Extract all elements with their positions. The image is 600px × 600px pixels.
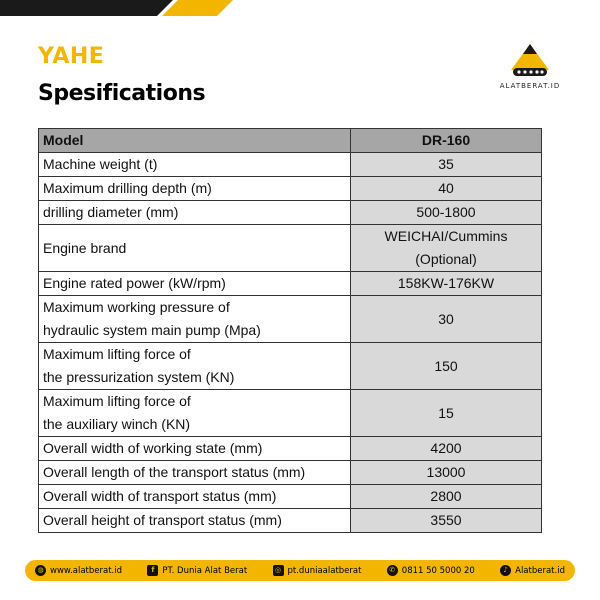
spec-value-line: 158KW-176KW (397, 275, 495, 291)
table-row (39, 225, 542, 272)
spec-label-line: the auxiliary winch (KN) (43, 416, 191, 432)
spec-value (351, 461, 542, 485)
yellow-stripe (162, 0, 243, 16)
spec-label (39, 296, 351, 343)
spec-value (351, 485, 542, 509)
footer-contact-item[interactable] (273, 565, 362, 576)
footer-contact-item[interactable] (387, 565, 475, 576)
spec-label (39, 461, 351, 485)
spec-value-line: 500-1800 (416, 204, 476, 220)
spec-value-line: 3550 (430, 512, 462, 528)
spec-value-line: 40 (438, 180, 454, 196)
spec-label-line: Machine weight (t) (43, 156, 158, 172)
spec-label-line: Overall width of working state (mm) (43, 440, 263, 456)
page-title: Spesifications (38, 81, 206, 106)
table-row (39, 153, 542, 177)
spec-label-line: Maximum lifting force of (43, 393, 191, 409)
top-corner-decoration (0, 0, 600, 20)
spec-label (39, 153, 351, 177)
footer-contact-text: Alatberat.id (515, 565, 565, 576)
instagram-icon: ◎ (273, 565, 284, 576)
model-header: Model (39, 129, 351, 153)
spec-label-line: Overall width of transport status (mm) (43, 488, 277, 504)
table-row (39, 272, 542, 296)
spec-label (39, 177, 351, 201)
spec-label-line: Maximum working pressure of (43, 299, 230, 315)
footer-contact-item[interactable] (35, 565, 122, 576)
table-row (39, 509, 542, 533)
facebook-icon: f (147, 565, 158, 576)
excavator-track-icon (507, 42, 553, 80)
footer-contact-text: pt.duniaalatberat (287, 565, 362, 576)
globe-icon: ◍ (35, 565, 46, 576)
alatberat-logo (490, 40, 570, 96)
table-row (39, 461, 542, 485)
spec-label (39, 485, 351, 509)
spec-label-line: Maximum drilling depth (m) (43, 180, 212, 196)
spec-label-line: drilling diameter (mm) (43, 204, 179, 220)
spec-label-line: Overall height of transport status (mm) (43, 512, 282, 528)
table-header-row (39, 129, 542, 153)
spec-label (39, 343, 351, 390)
contact-footer (25, 560, 575, 581)
spec-value (351, 390, 542, 437)
tiktok-icon: ♪ (500, 565, 511, 576)
spec-value (351, 296, 542, 343)
table-row (39, 390, 542, 437)
footer-contact-text: PT. Dunia Alat Berat (162, 565, 248, 576)
spec-value (351, 437, 542, 461)
table-row (39, 437, 542, 461)
spec-value-line: 30 (438, 310, 454, 327)
spec-value (351, 225, 542, 272)
table-row (39, 177, 542, 201)
brand-name: YAHE (38, 44, 105, 69)
spec-value (351, 201, 542, 225)
spec-value (351, 177, 542, 201)
spec-label-line: Overall length of the transport status (mm) (43, 464, 306, 480)
spec-table (38, 128, 542, 533)
table-row (39, 201, 542, 225)
spec-label (39, 509, 351, 533)
spec-value (351, 343, 542, 390)
logo-text: ALATBERAT.ID (499, 82, 561, 90)
spec-value-line: 150 (434, 357, 458, 374)
table-row (39, 343, 542, 390)
spec-label-line: the pressurization system (KN) (43, 369, 235, 385)
spec-value (351, 153, 542, 177)
spec-label-line: Engine brand (43, 239, 127, 256)
spec-value (351, 272, 542, 296)
whatsapp-icon: ✆ (387, 565, 398, 576)
spec-value-line: 2800 (430, 488, 462, 504)
spec-label (39, 225, 351, 272)
spec-label-line: hydraulic system main pump (Mpa) (43, 322, 261, 338)
spec-value-line: 15 (438, 404, 454, 421)
spec-value-line: WEICHAI/Cummins (384, 228, 508, 244)
spec-value-line: (Optional) (415, 251, 477, 267)
dark-stripe (0, 0, 183, 16)
spec-label-line: Maximum lifting force of (43, 346, 191, 362)
spec-label (39, 390, 351, 437)
model-value-header: DR-160 (351, 129, 542, 153)
table-row (39, 296, 542, 343)
footer-contact-text: www.alatberat.id (50, 565, 123, 576)
table-row (39, 485, 542, 509)
spec-label-line: Engine rated power (kW/rpm) (43, 275, 226, 291)
footer-contact-item[interactable] (147, 565, 247, 576)
spec-value-line: 13000 (426, 464, 466, 480)
footer-contact-text: 0811 50 5000 20 (401, 565, 475, 576)
spec-label (39, 272, 351, 296)
spec-label (39, 437, 351, 461)
spec-label (39, 201, 351, 225)
spec-table-body (39, 153, 542, 533)
spec-value (351, 509, 542, 533)
spec-value-line: 35 (438, 156, 454, 172)
spec-value-line: 4200 (430, 440, 462, 456)
footer-contact-item[interactable] (500, 565, 565, 576)
